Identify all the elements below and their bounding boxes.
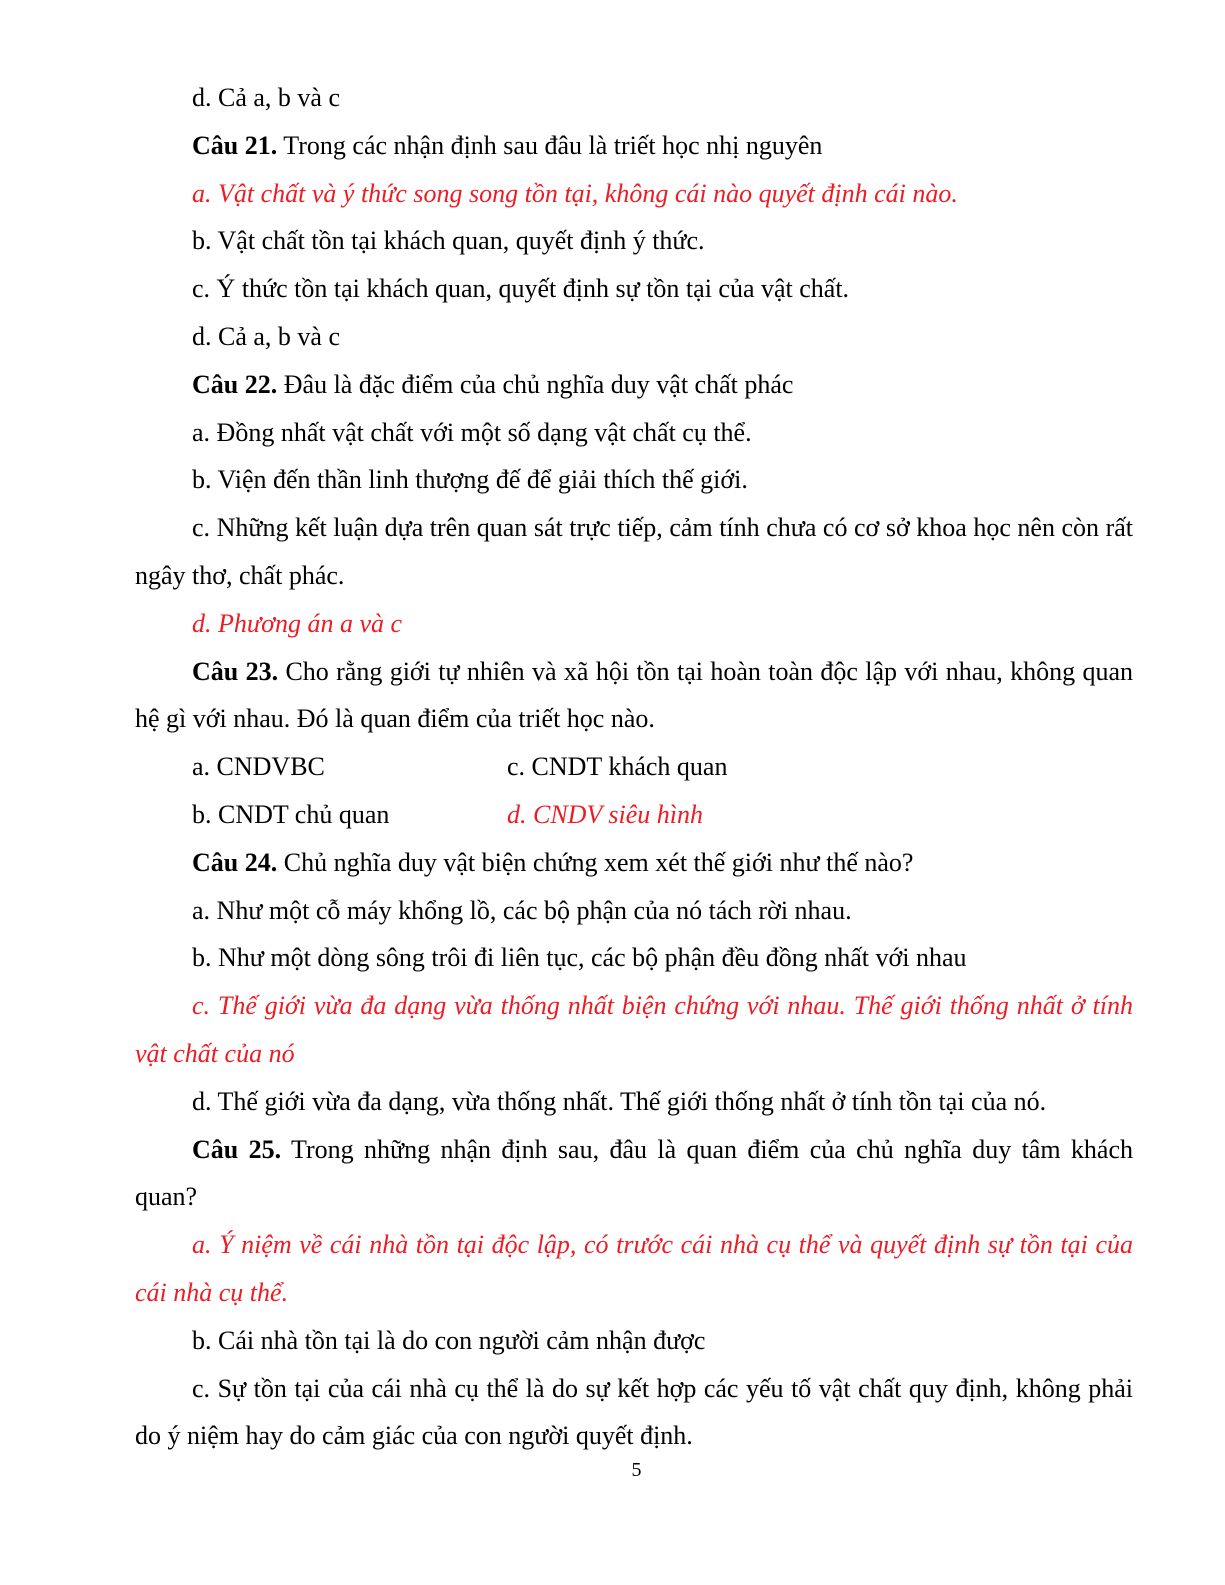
answer-option-correct: c. Thế giới vừa đa dạng vừa thống nhất biện chứng với nhau. Thế giới thống nhất ở tính vật chất của nó xyxy=(135,991,1133,1068)
question-25 xyxy=(135,1126,1133,1222)
question-text: Trong các nhận định sau đâu là triết học nhị nguyên xyxy=(277,130,823,160)
question-label: Câu 25. xyxy=(192,1134,282,1164)
answer-row xyxy=(135,791,1133,839)
question-label: Câu 24. xyxy=(192,847,278,877)
answer-option: b. Viện đến thần linh thượng đế để giải thích thế giới. xyxy=(192,465,748,495)
answer-option: c. CNDT khách quan xyxy=(507,752,728,782)
answer-option: a. Đồng nhất vật chất với một số dạng vật chất cụ thể. xyxy=(192,417,752,447)
question-label: Câu 23. xyxy=(192,656,279,686)
answer-option: d. Thế giới vừa đa dạng, vừa thống nhất. Thế giới thống nhất ở tính tồn tại của nó. xyxy=(192,1086,1047,1116)
question-22 xyxy=(135,361,1133,409)
answer-option: b. CNDT chủ quan xyxy=(192,799,390,829)
answer-option: a. Như một cỗ máy khổng lồ, các bộ phận của nó tách rời nhau. xyxy=(192,895,852,925)
answer-option: d. Cả a, b và c xyxy=(192,83,341,112)
answer-option: b. Như một dòng sông trôi đi liên tục, các bộ phận đều đồng nhất với nhau xyxy=(192,943,967,973)
question-text: Cho rằng giới tự nhiên và xã hội tồn tại hoàn toàn độc lập với nhau, không quan hệ gì với nhau. Đó là quan điểm của triết học nào. xyxy=(135,656,1133,734)
answer-option: c. Những kết luận dựa trên quan sát trực tiếp, cảm tính chưa có cơ sở khoa học nên còn rất ngây thơ, chất phác. xyxy=(135,513,1133,590)
answer-option-correct: d. CNDV siêu hình xyxy=(507,799,703,829)
answer-option-correct: a. Vật chất và ý thức song song tồn tại, không cái nào quyết định cái nào. xyxy=(192,178,958,208)
answer-option: a. CNDVBC xyxy=(192,752,325,782)
question-label: Câu 21. xyxy=(192,130,278,160)
question-text: Trong những nhận định sau, đâu là quan điểm của chủ nghĩa duy tâm khách quan? xyxy=(135,1134,1133,1212)
page-number: 5 xyxy=(631,1459,642,1481)
answer-option-correct: d. Phương án a và c xyxy=(192,608,403,638)
question-24 xyxy=(135,839,1133,887)
question-label: Câu 22. xyxy=(192,369,278,399)
question-text: Chủ nghĩa duy vật biện chứng xem xét thế giới như thế nào? xyxy=(277,847,914,877)
page-content xyxy=(135,74,1133,1460)
question-23 xyxy=(135,648,1133,744)
answer-row xyxy=(135,743,1133,791)
answer-option: c. Sự tồn tại của cái nhà cụ thể là do sự kết hợp các yếu tố vật chất quy định, không phải do ý niệm hay do cảm giác của con người quyết định. xyxy=(135,1373,1133,1451)
answer-option-correct: a. Ý niệm về cái nhà tồn tại độc lập, có trước cái nhà cụ thể và quyết định sự tồn tại của cái nhà cụ thể. xyxy=(135,1230,1133,1307)
answer-option: b. Cái nhà tồn tại là do con người cảm nhận được xyxy=(192,1325,706,1355)
question-text: Đâu là đặc điểm của chủ nghĩa duy vật chất phác xyxy=(277,369,794,399)
answer-option: b. Vật chất tồn tại khách quan, quyết định ý thức. xyxy=(192,226,705,256)
question-21 xyxy=(135,122,1133,170)
answer-option: d. Cả a, b và c xyxy=(192,321,341,351)
answer-option: c. Ý thức tồn tại khách quan, quyết định sự tồn tại của vật chất. xyxy=(192,274,850,304)
